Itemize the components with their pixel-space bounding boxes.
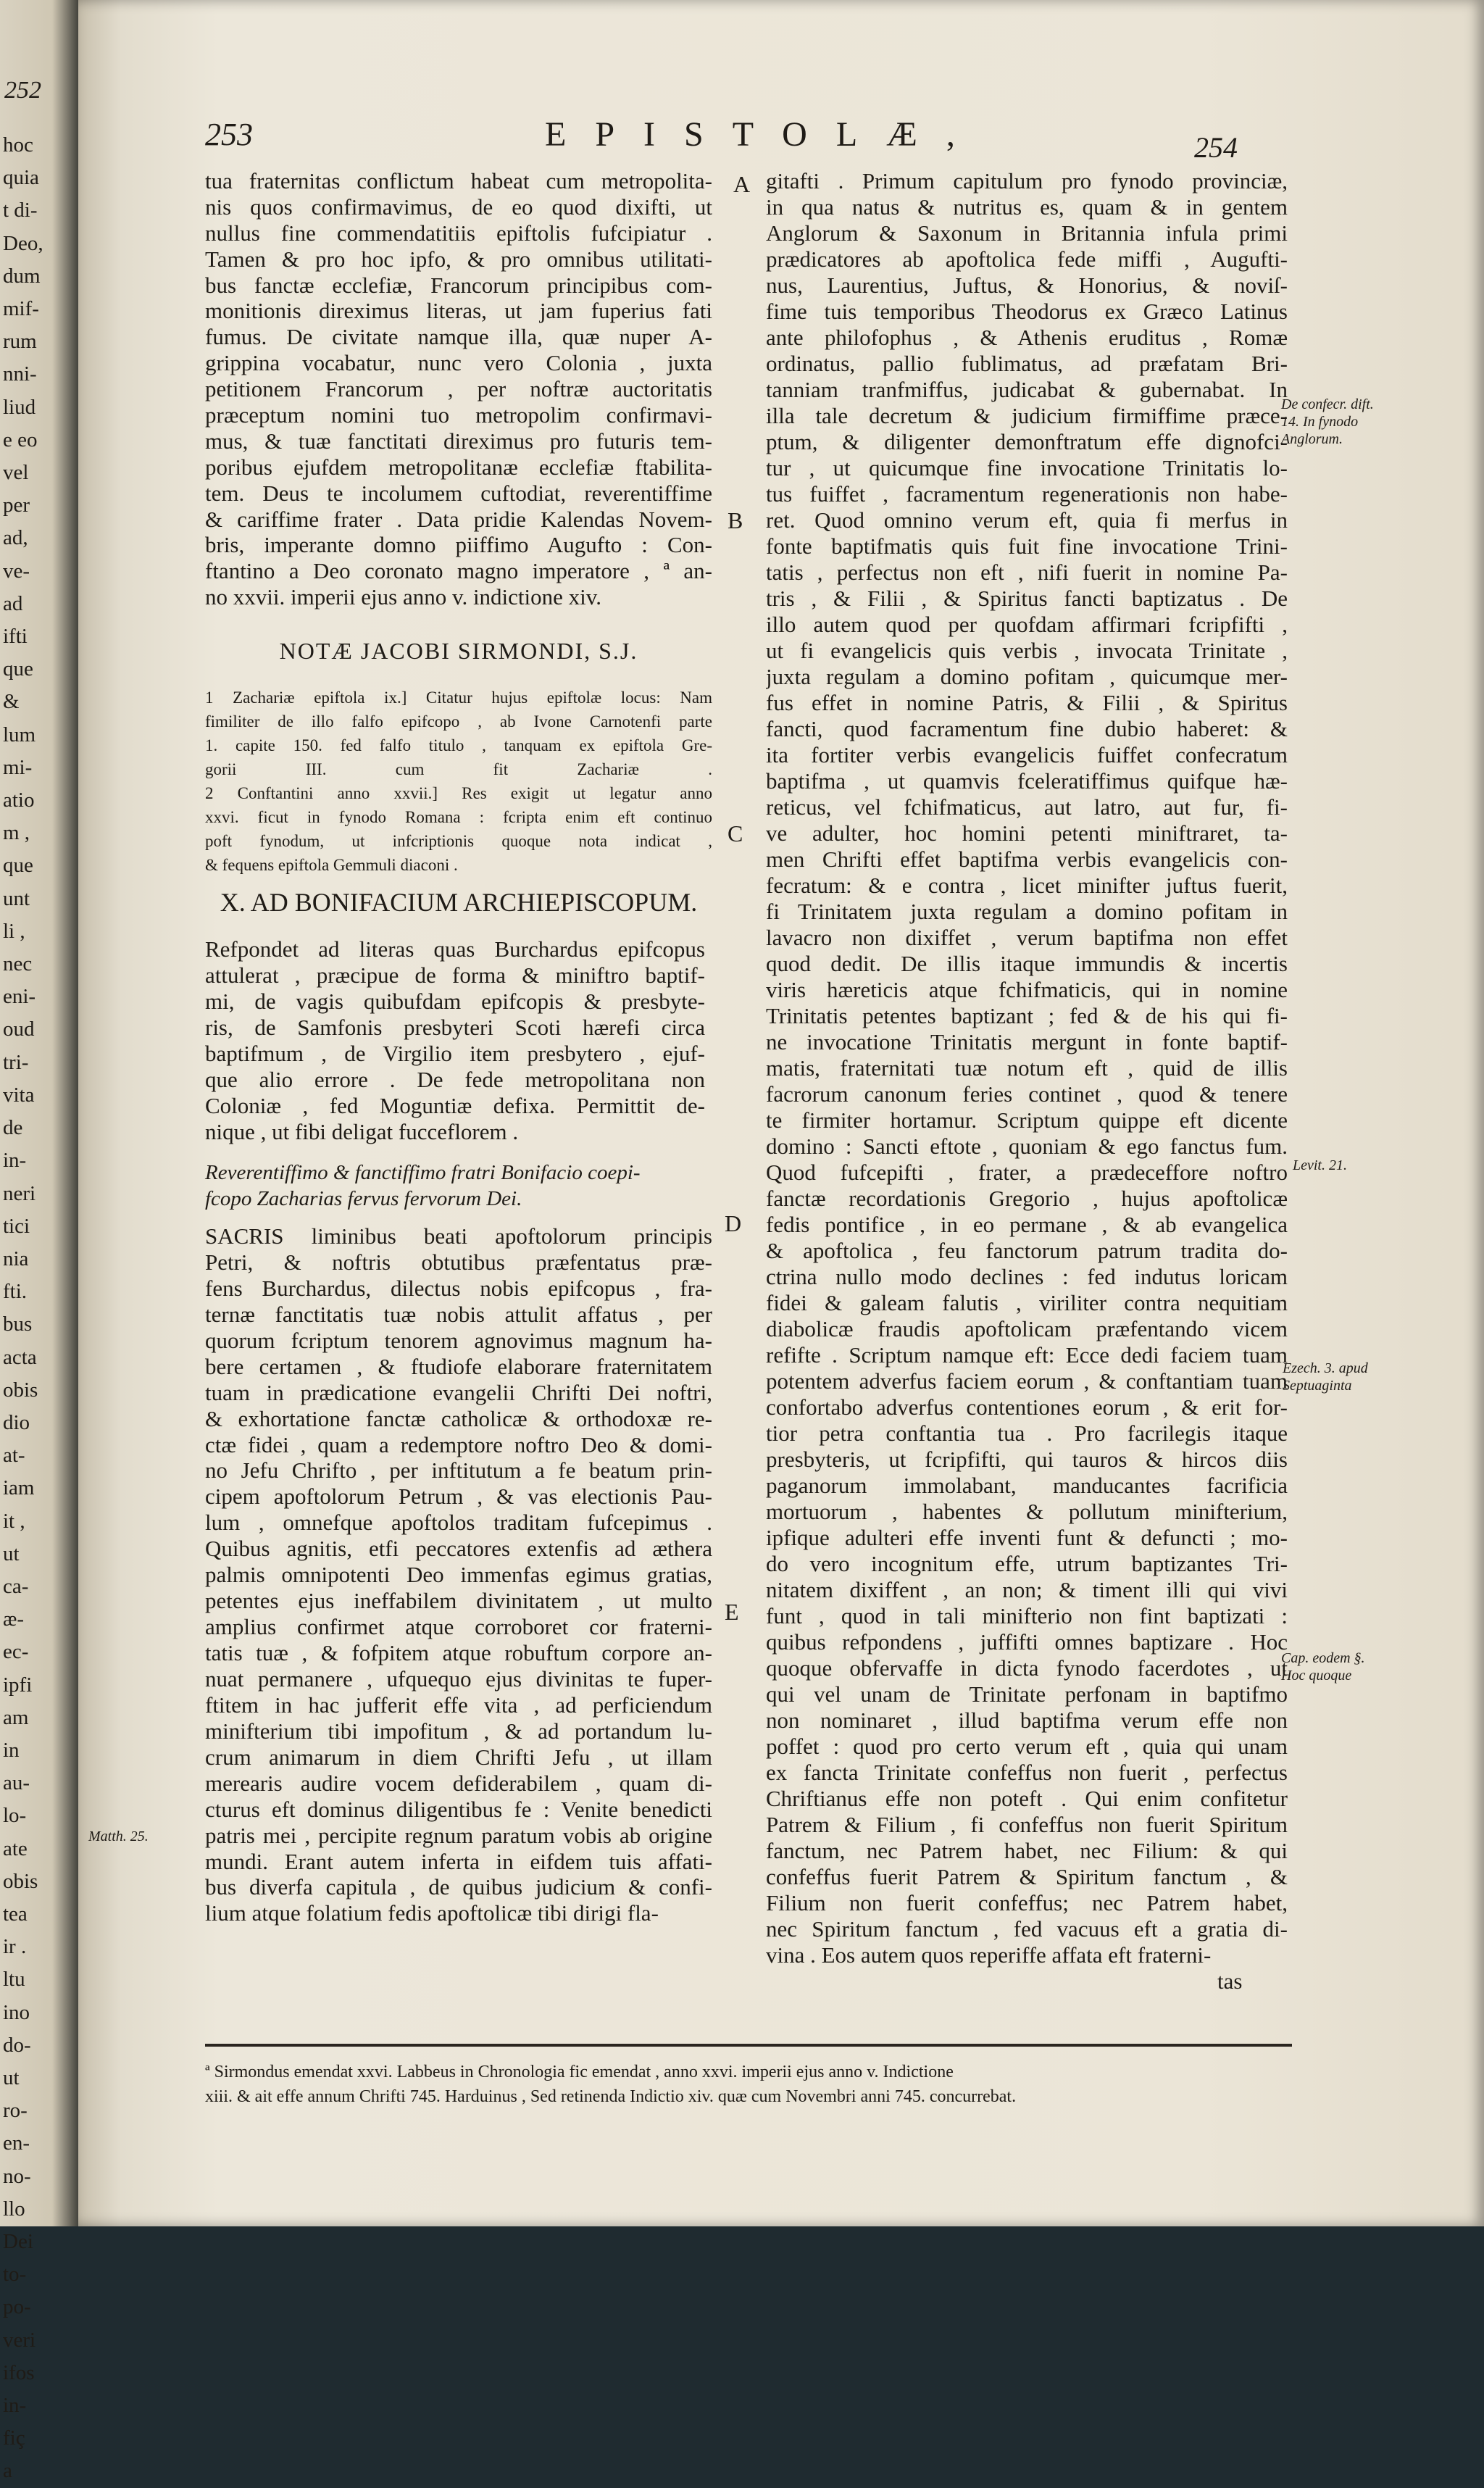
previous-page-fragment: veri [3, 2328, 36, 2352]
text-line: do vero incognitum effe, utrum baptizantes Tri- [766, 1551, 1288, 1576]
text-line: crum animarum in diem Chrifti Jefu , ut illam [205, 1744, 712, 1770]
previous-page-fragment: mi- [3, 755, 33, 779]
text-line: viris hæreticis atque fchifmaticis, qui in nomine [766, 977, 1288, 1002]
previous-page-fragment: que [3, 854, 33, 878]
text-line: SACRIS liminibus beati apoftolorum principis [205, 1223, 712, 1249]
margin-note-levit: Levit. 21. [1293, 1157, 1347, 1173]
text-line: fanctum, nec Patrem habet, nec Filium: & qui [766, 1838, 1288, 1863]
previous-page-edge [0, 0, 87, 2483]
text-line: monitionis direximus literas, ut jam fuperius fati [205, 298, 712, 324]
previous-page-fragment: ut [3, 1542, 20, 1565]
sirmond-notes [205, 686, 712, 877]
previous-page-fragment: Deo, [3, 231, 43, 255]
previous-page-fragment: in- [3, 2394, 27, 2418]
summary-line: que alio errore . De fede metropolitana non [205, 1067, 705, 1092]
text-line: lavacro non dixiffet , verum baptifma non effet [766, 925, 1288, 950]
text-line: ftantino a Deo coronato magno imperatore , ª an- [205, 558, 712, 584]
text-line: Patrem & Filium , fi confeffus non fuerit Spiritum [766, 1812, 1288, 1837]
previous-page-fragment: ifos [3, 2360, 35, 2384]
previous-page-fragment: at- [3, 1444, 25, 1468]
text-line: mundi. Erant autem inferta in eifdem tuis affati- [205, 1848, 712, 1874]
text-line: ipfique adulteri effe inventi funt & defuncti ; mo- [766, 1525, 1288, 1550]
previous-page-fragment: dio [3, 1410, 30, 1434]
text-line: fanctæ recordationis Gregorio , hujus apoftolicæ [766, 1186, 1288, 1211]
text-line: petitionem Francorum , per noftræ auctoritatis [205, 376, 712, 402]
text-line: men Chrifti effet baptifma verbis evangelicis con- [766, 846, 1288, 872]
section-marker-c: C [728, 820, 743, 846]
previous-page-fragments [3, 129, 72, 2488]
previous-page-fragment: Dei [3, 2230, 33, 2253]
text-line: domino : Sancti eftote , quoniam & ego fanctus fum. [766, 1133, 1288, 1159]
note-line: 2 Conftantini anno xxvii.] Res exigit ut legatur anno [205, 784, 712, 802]
text-line: ptum, & diligenter demonftratum effe dignofci- [766, 429, 1288, 454]
previous-page-fragment: dum [3, 264, 41, 288]
previous-page-fragment: lum [3, 723, 36, 746]
text-line: tanniam tranfmiffus, judicabat & gubernabat. In [766, 377, 1288, 402]
text-line: ve adulter, hoc homini petenti miniftraret, ta- [766, 820, 1288, 846]
text-line: ret. Quod omnino verum eft, quia fi merfus in [766, 507, 1288, 533]
text-line: no xxvii. imperii ejus anno v. indictione xiv. [205, 584, 602, 610]
text-line: qui vel unam de Trinitate perfonam in baptifmo [766, 1681, 1288, 1707]
previous-page-fragment: de [3, 1116, 23, 1140]
previous-page-fragment: lo- [3, 1804, 27, 1828]
text-line: fi Trinitatem juxta regulam a domino pofitam in [766, 899, 1288, 924]
text-line: ante philofophus , & Athenis eruditus , Romæ [766, 325, 1288, 350]
salutation [205, 1160, 712, 1212]
previous-page-fragment: nec [3, 952, 33, 976]
text-line: ftitem in hac jufferit effe vita , ad perficiendum [205, 1692, 712, 1718]
text-line: ctæ fidei , quam a redemptore noftro Deo & domi- [205, 1431, 712, 1457]
note-line: gorii III. cum fit Zachariæ . [205, 760, 712, 778]
text-line: fonte baptifmatis quis fuit fine invocatione Trini- [766, 533, 1288, 559]
previous-page-fragment: ec- [3, 1640, 29, 1664]
previous-page-fragment: in [3, 1738, 20, 1762]
text-line: minifterium tibi impofitum , & ad portandum lu- [205, 1718, 712, 1744]
text-line: tem. Deus te incolumem cuftodiat, reverentiffime [205, 480, 712, 506]
section-marker-d: D [725, 1210, 742, 1236]
text-line: in qua natus & nutritus es, quam & in gentem [766, 194, 1288, 220]
text-line: bus diverfa capitula , de quibus judicium & confi- [205, 1874, 712, 1900]
previous-page-fragment: acta [3, 1345, 37, 1369]
notes-heading: NOTÆ JACOBI SIRMONDI, S.J. [279, 638, 638, 664]
footnote-rule [205, 2044, 1292, 2047]
text-line: reticus, vel fchifmaticus, aut latro, aut fur, fi- [766, 794, 1288, 820]
text-line: ita fortiter verbis evangelicis fuiffet confecratum [766, 742, 1288, 767]
previous-page-fragment: au- [3, 1771, 30, 1795]
footnote-line: ª Sirmondus emendat xxvi. Labbeus in Chronologia fic emendat , anno xxvi. imperii ejus anno v. Indictione [205, 2063, 954, 2081]
previous-page-fragment: nia [3, 1247, 29, 1270]
text-line: bere certamen , & ftudiofe elaborare fraternitatem [205, 1353, 712, 1379]
right-column-text [766, 168, 1288, 1968]
text-line: Trinitatis petentes baptizant ; fed & de his qui fi- [766, 1003, 1288, 1028]
previous-page-fragment: hoc [3, 133, 33, 157]
text-line: tatis , perfectus non eft , nifi fuerit in nomine Pa- [766, 559, 1288, 585]
text-line: facrorum canonum feries continet , quod & tenere [766, 1081, 1288, 1107]
previous-page-fragment: fti. [3, 1280, 28, 1304]
text-line: non nominaret , illud baptifma verum effe non [766, 1707, 1288, 1733]
text-line: potentem adverfus faciem eorum , & conftantiam tuam [766, 1368, 1288, 1394]
text-line: tua fraternitas conflictum habeat cum metropolita- [205, 168, 712, 194]
text-line: tatis tuæ , & fofpitem atque robuftum corpore an- [205, 1640, 712, 1665]
text-line: poribus ejufdem metropolitanæ ecclefiæ ftabilita- [205, 454, 712, 480]
text-line: fecratum: & e contra , licet minifter juftus fuerit, [766, 873, 1288, 898]
footnote-line: xiii. & ait effe annum Chrifti 745. Harduinus , Sed retinenda Indictio xiv. quæ cum Novembri anni 745. concurrebat. [205, 2087, 1017, 2106]
previous-page-number: 252 [4, 77, 41, 104]
previous-page-fragment: ut [3, 2065, 20, 2089]
text-line: quorum fcriptum tenorem agnovimus magnum ha- [205, 1327, 712, 1353]
text-line: juxta regulam a domino pofitam , quicumque mer- [766, 664, 1288, 689]
previous-page-fragment: ca- [3, 1574, 29, 1598]
previous-page-fragment: neri [3, 1181, 36, 1205]
previous-page-fragment: tri- [3, 1050, 29, 1074]
footnote [205, 2060, 1292, 2109]
previous-page-fragment: & [3, 690, 20, 714]
margin-note-matth: Matth. 25. [88, 1828, 149, 1844]
previous-page-fragment: po- [3, 2295, 31, 2319]
section-marker-e: E [725, 1599, 739, 1625]
note-line: xxvi. ficut in fynodo Romana : fcripta enim eft continuo [205, 808, 712, 826]
text-line: illa tale decretum & judicium firmiffime præce- [766, 403, 1288, 428]
text-line: grippina vocabatur, nunc vero Colonia , juxta [205, 350, 712, 376]
margin-note-de-confecr: De confecr. dift. 14. In fynodo Anglorum. [1281, 396, 1374, 447]
section-marker-a: A [733, 171, 751, 197]
text-line: Chriftianus effe non poteft . Qui enim confitetur [766, 1786, 1288, 1811]
text-line: illo autem quod per quofdam affirmari fcripfifti , [766, 612, 1288, 637]
previous-page-fragment: t di- [3, 199, 38, 222]
text-line: nuat permanere , ufquequo ejus divinitas te fuper- [205, 1665, 712, 1692]
text-line: ut fi evangelicis quis verbis , invocata Trinitate , [766, 638, 1288, 663]
summary-line: ris, de Samfonis presbyteri Scoti hærefi circa [205, 1015, 705, 1040]
previous-page-fragment: que [3, 657, 33, 681]
previous-page-fragment: atio [3, 789, 35, 812]
text-line: ordinatus, pallio fublimatus, ad præfatam Bri- [766, 351, 1288, 376]
text-line: matis, fraternitati tuæ notum eft , quid de illis [766, 1055, 1288, 1081]
text-line: lium atque folatium fedis apoftolicæ tibi dirigi fla- [205, 1900, 659, 1926]
previous-page-fragment: ro- [3, 2099, 28, 2123]
text-line: mus, & tuæ fanctitati direximus pro futuris tem- [205, 428, 712, 454]
text-line: lum , omnefque apoftolos traditam fufcepimus . [205, 1510, 712, 1536]
running-title: EPISTOLÆ, [545, 115, 984, 154]
summary-line: Refpondet ad literas quas Burchardus epifcopus [205, 936, 705, 962]
text-line: fus effet in nomine Patris, & Filii , & Spiritus [766, 690, 1288, 715]
text-line: fens Burchardus, dilectus nobis epifcopus , fra- [205, 1275, 712, 1301]
text-line: presbyteris, ut fcripfifti, qui tauros & hircos diis [766, 1447, 1288, 1472]
text-line: tur , ut quicumque fine invocatione Trinitatis lo- [766, 455, 1288, 480]
summary-line: attulerat , præcipue de forma & miniftro baptif- [205, 962, 705, 988]
text-line: funt , quod in tali minifterio non fint baptizati : [766, 1603, 1288, 1628]
summary-line: nique , ut fibi deligat fucceflorem . [205, 1119, 519, 1144]
previous-page-fragment: ir . [3, 1935, 27, 1959]
section-marker-b: B [728, 507, 743, 533]
text-line: te firmiter hortamur. Scriptum quippe eft dicente [766, 1107, 1288, 1133]
text-line: cipem apoftolorum Petrum , & vas electionis Pau- [205, 1484, 712, 1510]
previous-page-fragment: per [3, 494, 30, 517]
previous-page-fragment: eni- [3, 985, 36, 1009]
salutation-line: Reverentiffimo & fanctiffimo fratri Bonifacio coepi- [205, 1161, 641, 1184]
previous-page-fragment: en- [3, 2131, 30, 2155]
text-line: nitatem dixiffent , an non; & timent illi qui vivi [766, 1577, 1288, 1602]
previous-page-fragment: am [3, 1705, 29, 1729]
text-line: fancti, quod facramentum fine dubio haberet: & [766, 716, 1288, 741]
text-line: fedis pontifice , in eo permane , & ab evangelica [766, 1212, 1288, 1237]
previous-page-fragment: mif- [3, 297, 39, 321]
margin-note-ezech: Ezech. 3. apud Septuaginta [1283, 1360, 1368, 1394]
text-line: præceptum nomini tuo metropolim confirmavi- [205, 402, 712, 428]
note-line: 1. capite 150. fed falfo titulo , tanquam ex epiftola Gre- [205, 736, 712, 754]
margin-note-cap-eodem: Cap. eodem §. Hoc quoque [1281, 1650, 1365, 1684]
text-line: Petri, & noftris obtutibus præfentatus præ- [205, 1249, 712, 1275]
previous-page-fragment: ad [3, 591, 23, 615]
left-column-text [205, 168, 712, 610]
text-line: prædicatores ab apoftolica fede miffi , Augufti- [766, 246, 1288, 272]
catchword: tas [1217, 1968, 1243, 1994]
previous-page-fragment: no- [3, 2164, 31, 2188]
previous-page-fragment: obis [3, 1869, 38, 1893]
text-line: mortuorum , habentes & pollutum minifterium, [766, 1499, 1288, 1524]
text-line: petentes ejus ineffabilem divinitatem , ut multo [205, 1588, 712, 1614]
previous-page-fragment: fiç [3, 2426, 25, 2450]
previous-page-fragment: tici [3, 1214, 30, 1238]
text-line: tuam in prædicatione evangelii Chrifti Dei noftri, [205, 1379, 712, 1405]
text-line: nus, Laurentius, Juftus, & Honorius, & noviſ- [766, 272, 1288, 298]
previous-page-fragment: bus [3, 1312, 33, 1336]
text-line: vina . Eos autem quos reperiffe affata eft fraterni- [766, 1942, 1212, 1968]
previous-page-fragment: in- [3, 1149, 27, 1173]
text-line: fidei & galeam falutis , viriliter contra nequitiam [766, 1290, 1288, 1315]
previous-page-fragment: ad, [3, 526, 28, 550]
previous-page-fragment: iam [3, 1476, 35, 1500]
previous-page-fragment: a [3, 2459, 12, 2483]
text-line: nis quos confirmavimus, de eo quod dixifti, ut [205, 194, 712, 220]
text-line: Anglorum & Saxonum in Britannia infula primi [766, 220, 1288, 246]
text-line: palmis omnipotenti Deo immenfas egimus gratias, [205, 1562, 712, 1588]
previous-page-fragment: ate [3, 1836, 28, 1860]
summary-line: baptifmum , de Virgilio item presbytero , ejuf- [205, 1041, 705, 1066]
previous-page-fragment: li , [3, 919, 25, 943]
text-line: nullus fine commendatitiis epiftolis fufcipiatur . [205, 220, 712, 246]
text-line: fumus. De civitate namque illa, quæ nuper A- [205, 324, 712, 350]
text-line: tus fuiffet , facramentum regenerationis non habe- [766, 481, 1288, 507]
text-line: confortabo adverfus contentiones eorum , & erit for- [766, 1394, 1288, 1420]
previous-page-fragment: m , [3, 821, 30, 845]
text-line: ne invocatione Trinitatis mergunt in fonte baptif- [766, 1029, 1288, 1054]
text-line: no Jefu Chrifto , per inftitutum a fe beatum prin- [205, 1457, 712, 1484]
text-line: confeffus fuerit Patrem & Spiritum fanctum , & [766, 1864, 1288, 1889]
note-line: & fequens epiftola Gemmuli diaconi . [205, 856, 458, 874]
text-line: & cariffime frater . Data pridie Kalendas Novem- [205, 506, 712, 532]
previous-page-fragment: obis [3, 1378, 38, 1402]
text-line: tris , & Filii , & Spiritus fancti baptizatus . De [766, 586, 1288, 611]
text-line: ex fancta Trinitate confeffus non fuerit , perfectus [766, 1760, 1288, 1785]
text-line: patris mei , percipite regnum paratum vobis ab origine [205, 1822, 712, 1848]
text-line: Tamen & pro hoc ipfo, & pro omnibus utilitati- [205, 246, 712, 272]
text-line: quibus refpondens , juffifti omnes baptizare . Hoc [766, 1629, 1288, 1655]
previous-page-fragment: do- [3, 2033, 31, 2057]
letter-summary [205, 936, 705, 1145]
previous-page-fragment: vita [3, 1083, 35, 1107]
summary-line: mi, de vagis quibufdam epifcopis & presbyte- [205, 989, 705, 1014]
text-line: nec Spiritum fanctum , fed vacuus eft a gratia di- [766, 1916, 1288, 1942]
text-line: paganorum immolabant, manducantes facrificia [766, 1473, 1288, 1498]
text-line: quoque obfervaffe in dicta fynodo facerdotes , ut [766, 1655, 1288, 1681]
previous-page-fragment: llo [3, 2197, 25, 2221]
text-line: merearis audire vocem defiderabilem , quam di- [205, 1770, 712, 1796]
text-line: cturus eft dominus diligentibus fe : Venite benedicti [205, 1796, 712, 1822]
text-line: fime tuis temporibus Theodorus ex Græco Latinus [766, 299, 1288, 324]
previous-page-fragment: quia [3, 166, 39, 190]
text-line: poffet : quod pro certo verum eft , quia qui unam [766, 1734, 1288, 1759]
previous-page-fragment: tea [3, 1902, 28, 1926]
previous-page-fragment: æ- [3, 1607, 24, 1631]
summary-line: Coloniæ , fed Moguntiæ defixa. Permittit de- [205, 1093, 705, 1118]
previous-page-fragment: ino [3, 2000, 30, 2024]
text-line: refifte . Scriptum namque eft: Ecce dedi faciem tuam [766, 1342, 1288, 1368]
text-line: Quod fufcepifti , frater, a prædeceffore noftro [766, 1160, 1288, 1185]
text-line: tior petra conftantia tua . Pro facrilegis itaque [766, 1420, 1288, 1446]
text-line: Quibus agnitis, etfi peccatores extenfis ad æthera [205, 1536, 712, 1562]
previous-page-fragment: rum [3, 330, 37, 354]
previous-page-fragment: ve- [3, 559, 30, 583]
text-line: ctrina nullo modo declines : fed indutus loricam [766, 1264, 1288, 1289]
previous-page-fragment: it , [3, 1509, 25, 1533]
text-line: gitafti . Primum capitulum pro fynodo provinciæ, [766, 168, 1288, 194]
text-line: ternæ fanctitatis tuæ nobis attulit affatus , per [205, 1301, 712, 1327]
previous-page-fragment: unt [3, 886, 30, 910]
left-page-number: 253 [205, 117, 253, 152]
text-line: & apoftolica , feu fanctorum patrum tradita do- [766, 1238, 1288, 1263]
previous-page-fragment: ifti [3, 625, 28, 649]
previous-page-fragment: e eo [3, 428, 38, 452]
text-line: & exhortatione fanctæ catholicæ & orthodoxæ re- [205, 1405, 712, 1431]
note-line: 1 Zachariæ epiftola ix.] Citatur hujus epiftolæ locus: Nam [205, 688, 712, 707]
previous-page-fragment: nni- [3, 362, 37, 386]
previous-page-fragment: ipfi [3, 1673, 33, 1697]
right-page-number: 254 [1194, 131, 1238, 164]
previous-page-fragment: vel [3, 461, 29, 485]
text-line: quod dedit. De illis itaque immundis & incertis [766, 951, 1288, 976]
section-title: X. AD BONIFACIUM ARCHIEPISCOPUM. [220, 888, 698, 917]
note-line: fimiliter de illo falfo epifcopo , ab Ivone Carnotenfi parte [205, 712, 712, 731]
text-line: bris, imperante domno piiffimo Augufto : Con- [205, 532, 712, 558]
text-line: amplius confirmet atque corroboret cor fraterni- [205, 1614, 712, 1640]
text-line: Filium non fuerit confeffus; nec Patrem habet, [766, 1890, 1288, 1915]
previous-page-fragment: liud [3, 395, 36, 419]
salutation-line: fcopo Zacharias fervus fervorum Dei. [205, 1187, 522, 1210]
text-line: baptifma , ut quamvis fceleratiffimus quifque hæ- [766, 768, 1288, 794]
previous-page-fragment: to- [3, 2263, 27, 2287]
previous-page-fragment: ltu [3, 1968, 25, 1992]
letter-body [205, 1223, 712, 1926]
text-line: bus fanctæ ecclefiæ, Francorum principibus com- [205, 272, 712, 298]
note-line: poft fynodum, ut infcriptionis quoque nota indicat , [205, 832, 712, 850]
text-line: diabolicæ fraudis apoftolicam præfentando vicem [766, 1316, 1288, 1341]
previous-page-fragment: oud [3, 1018, 35, 1041]
